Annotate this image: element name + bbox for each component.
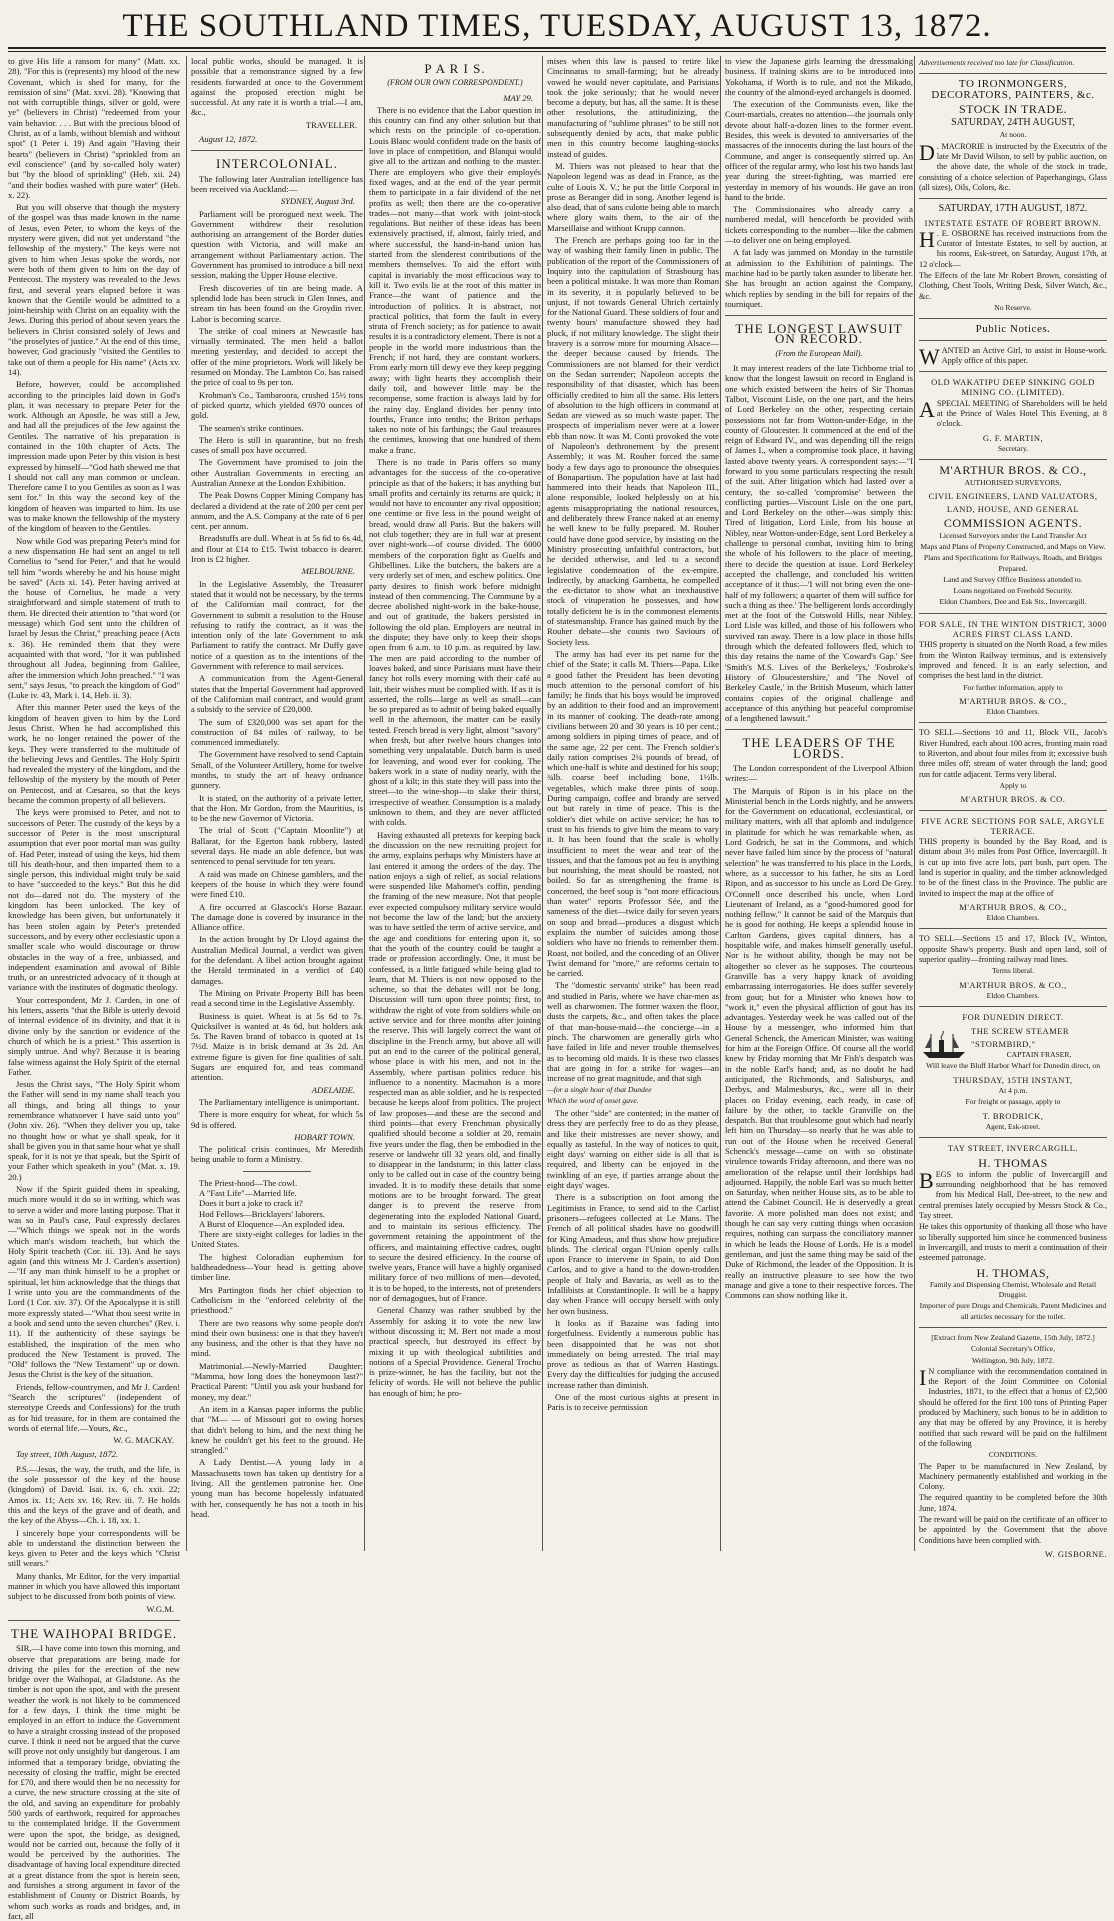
news-paragraph: The highest Coloradian euphemism for baldheadedness—Your head is getting above timber line. xyxy=(191,1251,363,1283)
advert-title: FOR DUNEDIN DIRECT. xyxy=(962,1012,1064,1023)
news-paragraph: The sum of £320,000 was set apart for the construction of 84 miles of railway, to be commenced immediately. xyxy=(191,716,363,748)
advert-name: H. THOMAS, xyxy=(976,1265,1050,1280)
advert-text: Apply to xyxy=(999,780,1027,790)
advert-title: TO IRONMONGERS, DECORATORS, PAINTERS, &c. xyxy=(931,78,1095,101)
dateline: SYDNEY, August 3rd. xyxy=(280,196,355,207)
divider xyxy=(919,73,1107,74)
news-paragraph: Mrs Partington finds her chief objection to Catholicism in the "enforced celebrity of the priesthood." xyxy=(191,1284,363,1316)
advert-text: EGS to inform the public of Invercargill and surrounding neighborhood that he has removed from his Medical Hall, Dee-street, to the new and central premises lately occupied by Messrs Stock & Co., Tay street. xyxy=(919,1169,1107,1221)
drop-cap: W xyxy=(919,343,940,369)
news-paragraph: There are two reasons why some people don't mind their own business: one is that they haven't any business, and the other is that they have no mind. xyxy=(191,1317,363,1359)
divider xyxy=(919,459,1107,460)
advert-winton-land xyxy=(919,619,1107,718)
news-paragraph: The Government have resolved to send Captain Small, of the Volunteer Artillery, home for twelve months, to study the art of heavy ordnance gunnery. xyxy=(191,749,363,791)
advert-note: No Reserve. xyxy=(994,302,1032,312)
steamship-icon xyxy=(921,1030,967,1060)
news-paragraph: A Lady Dentist.—A young lady in a Massachusetts town has taken up dentistry for a living. All the gentlemen patronise her. One young man has become hopelessly infatuated with her, consequently he has not a tooth in his head. xyxy=(191,1457,363,1519)
advert-argyle-terrace xyxy=(919,816,1107,924)
letter-paragraph: After this manner Peter used the keys of the kingdom of heaven given to him by the Lord Jesus Christ. When he had accomplished this work, he no longer retained the power of the keys. They were transferred to the multitude of the believing Jews and Gentiles. The Holy Spirit had revealed the mystery of the kingdom, and the fellowship of the mystery by the mouth of Peter on Pentecost, and at Cæsarea, so that the keys became the common property of all believers. xyxy=(8,702,180,806)
letter-paragraph: I sincerely hope your correspondents will be able to understand the distinction between the keys given to Peter and the keys which "Christ still wears." xyxy=(8,1527,180,1569)
advert-time: At 4 p.m. xyxy=(998,1086,1028,1096)
advert-winton-sections xyxy=(919,934,1107,1001)
article-heading: INTERCOLONIAL. xyxy=(216,156,338,172)
advert-text: Importer of pure Drugs and Chemicals, Patent Medicines and all articles necessary for the toilet. xyxy=(919,1301,1107,1321)
advert-address: Eldon Chambers, Dee and Esk Sts., Invercargill. xyxy=(939,597,1087,607)
news-paragraph: There is no trade in Paris offers so many advantages for the success of the co-operative principle as that of the bakers; it has anything but small profits and certainly its returns are quick; it would not have to encounter any rival opposition; one centime or five less in the pound weight of bread, would draw all Paris. But the bakers will not club together; they are in full war at present over night-work—of course divided. The 6000 members of the corporation fight as Guelfs and Ghibellines. Like the butchers, the bakers are a very orderly set of men, and eschew politics. One party desires to finish work before midnight instead of then commencing. The Commune by a decree abolished night-work in the bake-house, and out of gratitude, the bakers persisted in following the old plan. Employers are neutral in the dispute; they have only to keep their shops open from 6 a.m. to 10 p.m. as required by law. The men are paid according to the number of loaves baked, and since Parisians must have their fancy hot rolls every morning with their café au lait, their wishes must be complied with. If as it is asserted, the rolls—large as well as small—can be so prepared as to admit of being baked equally well in the afternoon, the matter can be easily tested. French bread is very light, almost "savory" when fresh, but after twelve hours changes into something very unpalatable. Dutch barm is used for leavening, and wood ever for cooking. The bakers work in a state of nudity nearly, with the ghost of a kilt; in this state they will pass into the street—to the wine-shop—to slake their thirst, irrespective of weather. Consumption is a malady unknown to them, and they are never afflicted with colds. xyxy=(369,456,541,828)
divider xyxy=(8,1620,180,1621)
letter-date: Tay street, 10th August, 1872. xyxy=(16,1449,119,1460)
news-paragraph: The French are perhaps going too far in the way of washing their family linen in public. The publication of the report of the Commissioners of Inquiry into the capitulation of Strasbourg has been a political mistake. It was more than Roman in its severity, it is popularly believed to be unjust, if not towards General Uhrich certainly for the National Guard. These soldiers of four and twenty hours' manufacture showed they had pluck, if not military knowledge. The slight their bravery is a sorrow more for mourning Alsace—the deeper because caused by friends. The Commissioners are not blamed for their verdict on the Sedan surrender; Napoleon accepts the responsibility of that disaster, which has been officially credited to him all the same. His letters of absolution to the high officers in command at Sedan are viewed as so much waste paper. The prospects of imperialism never were at a lower ebb than now. It was M. Conti provoked the vote of Napoleon's dethronement by the present Assembly; it was M. Rouher forced the same body a few days ago to pronounce the obsequies of Bonapartism. The population have at last had hammered into their heads that Napoleon III., alone responsible, looked helplessly on at his agents misappropriating the national resources, and deliberately threw France naked at an enemy he well knew to be fully prepared. M. Rouher could have done good service, by insisting on the Ministry prosecuting unfaithful contractors, but he decided otherwise, and led to a second legislative condemnation of the ex-empire. Indirectly, by attacking Gambetta, he compelled the ex-dictator to show what an inexhaustive stock of vituperation he possesses, and how totally deficient he is in the commonest elements of statesmanship. France has gained much by the Rouher debate—she counts two Saviours of Society less. xyxy=(547,235,719,647)
advert-subtitle: STOCK IN TRADE. xyxy=(958,101,1068,116)
news-paragraph: A communication from the Agent-General states that the Imperial Government had approved of the Californian mail contract, and would grant a subsidy to the service of £20,000. xyxy=(191,673,363,715)
advert-body xyxy=(919,1167,1107,1221)
newspaper-title: THE SOUTHLAND TIMES, TUESDAY, AUGUST 13, 1872. xyxy=(122,8,992,44)
letter-paragraph: Jesus the Christ says, "The Holy Spirit whom the Father will send in my name shall teach you all things, and bring all things to your remembrance whatsoever I have said unto you" (John xiv. 26). "When they deliver you up, take no thought how or what ye shall speak, for it shall be given you in that same hour what ye shall speak, for it is not ye that speak, but the Spirit of your Father which speaketh in you" (Mat. x. 19. 20.) xyxy=(8,1079,180,1182)
drop-cap: I xyxy=(919,1364,927,1390)
article-subheading: (From the European Mail). xyxy=(775,348,863,358)
ship-block xyxy=(919,1026,1107,1050)
divider xyxy=(919,371,1107,372)
advert-text: The reward will be paid on the certificate of an officer to be appointed by the Government that the above Conditions have been complied with. xyxy=(919,1515,1107,1545)
letter-paragraph: local public works, should be managed. It is possible that a remonstrance signed by a few residents forwarded at once to the Government against the proposed erection might be successful. At any rate it is worth a trial.—I am, &c., xyxy=(191,56,363,118)
advert-signature: T. BRODRICK, xyxy=(982,1110,1044,1121)
advert-text: Terms liberal. xyxy=(991,966,1035,976)
masthead-rule-thin xyxy=(8,51,1106,52)
news-paragraph: The Peak Downs Copper Mining Company has declared a dividend at the rate of 200 per cent per annum, and the A.S. Company at the rate of 6 per cent. per annum. xyxy=(191,490,363,532)
advert-h-thomas xyxy=(919,1143,1107,1322)
letter-paragraph: SIR,—I have come into town this morning, and observe that preparations are being made for driving the piles for the erection of the new bridge over the Waihopai, at Gladstone. As the timber is not upon the spot, and with the present weather the work is not likely to be commenced for a few days, I think the time might be employed in an effort to induce the Government to have a straight crossing instead of the proposed curve. I think it need not be argued that the curve will prove not only unsightly but dangerous. I am informed that a temporary bridge, obviating the necessity of closing the traffic, might be erected for £70, and there would then be no necessity for a curve, the new structure crossing at the site of the old, and saving an expenditure for probably 500 yards of earthwork, required for approaches to the contemplated bridge. If the Government were upon the spot, the bridge, as designed, would not be carried out, because the folly of it would be perceived by the authorities. The disadvantage of having local expenditure directed at a great distance from the spot is herein seen, and furnishes a strong argument in favor of the establishment of County or District Boards, by whom such works as roads and bridges, and, in fact, all xyxy=(8,1643,180,1921)
dateline: HOBART TOWN. xyxy=(294,1131,355,1142)
advert-title: TAY STREET, INVERCARGILL. xyxy=(947,1143,1079,1154)
advert-body xyxy=(919,139,1107,193)
quip-line: Does it burt a joke to crack it? xyxy=(199,1198,303,1209)
news-paragraph: The Mining on Private Property Bill has been read a second time in the Legislative Assembly. xyxy=(191,987,363,1009)
news-paragraph: The Commissionaires who already carry a numbered medal, will henceforth be provided with tickets corresponding to the number—like the cabmen—to deliver one on being employed. xyxy=(725,204,913,246)
letter-paragraph: Your correspondent, Mr J. Carden, in one of his letters, asserts "that the Bible is utterly devoid of internal evidence of its divinity, and that it is divine only by the sanction or evidence of the church of which he is a priest." This assertion is simply untrue. And why? Because it is bearing false witness against the Holy Spirit of the eternal Father. xyxy=(8,994,180,1077)
advert-line: THE SCREW STEAMER xyxy=(971,1025,1070,1036)
advert-role: Secretary. xyxy=(997,443,1029,453)
news-paragraph: mises when this law is passed to retire like Cincinnatus to small-farming; but he already vowed he would never capitulate, and Parisians took the joke seriously; that he would never become a deputy, but has, all the same. It is these other resolutions, the attitudinizing, the manufacturing of "sublime phrases" to be still not subsequently denied by acts, that make public men in this country become laughing-stocks instead of guides. xyxy=(547,56,719,159)
ship-name: "STORMBIRD," xyxy=(971,1038,1036,1049)
advert-text: THIS property is bounded by the Bay Road, and is distant about 3½ miles from Post Office, Invercargill. It is cut up into five acre lots, part bush, part open. The land is superior in quality, and the timber acknowledged to be of the finest class in the Province. The public are invited to inspect the map at the office of xyxy=(919,837,1107,898)
advert-text: TO SELL—Sections 15 and 17, Block IV., Winton, opposite Shaw's property. Bush and open land, soil of superior quality—fronting railway road lines. xyxy=(919,934,1107,965)
advert-text: He takes this opportunity of thanking all those who have so liberally supported him since he commenced business in Invercargill, and trusts to merit a continuation of their esteemed patronage. xyxy=(919,1222,1107,1263)
news-paragraph: General Chanzy was rather snubbed by the Assembly for asking it to vote the new law without discussing it; M. Bert not made a most practical speech, but destroyed its effect by mixing it up with theological subtilities and notions of a Special Providence. General Trochu is prize-winner, he has the facility, but not the felicity of words. He will not believe the public has enough of him; he pro- xyxy=(369,1305,541,1398)
news-paragraph: The other "side" are contented; in the matter of dress they are perfectly free to do as they please, and like their mistresses are never showy, and equally as tasteful. In the way of notices to quit, eight days' warning on either side is all that is required, and liberty can be enjoyed in the twinkling of an eye, if parties arrange about the eight days' wages. xyxy=(547,1107,719,1191)
advert-office: Colonial Secretary's Office, xyxy=(970,1344,1056,1354)
advert-signature: M'ARTHUR BROS. & CO., xyxy=(959,901,1067,912)
advert-text: The required quantity to be completed before the 30th June, 1874. xyxy=(919,1493,1107,1513)
advert-line: CIVIL ENGINEERS, LAND VALUATORS, xyxy=(928,490,1098,501)
advert-signature: M'ARTHUR BROS. & CO. xyxy=(960,794,1066,805)
advert-name: H. THOMAS xyxy=(978,1155,1048,1170)
advert-signature: M'ARTHUR BROS. & CO., xyxy=(959,979,1067,990)
advert-address: Eldon Chambers. xyxy=(986,707,1040,717)
column-3 xyxy=(364,56,545,1551)
advert-text: TO SELL—Sections 10 and 11, Block VII., Jacob's River Hundred, each about 100 acres, fronting main road to Riverton, and about four miles from it; excessive bush three miles off; stream of water through the land; good run for cattle adjacent. Terms very liberal. xyxy=(919,728,1107,779)
article-heading: P A R I S. xyxy=(424,61,486,76)
drop-cap: D xyxy=(919,139,935,165)
letter-paragraph: Before, however, could be accomplished according to the principles laid down in God's plan, it was necessary to prepare Peter for the work. Although an Apostle, he was still a Jew, and had all the prejudices of the Jew against the Gentiles. The narrative of his preparation is contained in the 10th chapter of Acts. The impression made upon Peter by this vision is best expressed by himself—"God hath shewed me that I should not call any man common or unclean. Therefore came I to you Gentiles as soon as I was sent for." In this way the second key of the kingdom of heaven was imparted to him. Its use was to make known the fellowship of the mystery of the kingdom of heaven to the Gentiles. xyxy=(8,379,181,534)
divider xyxy=(191,150,363,151)
verse-line: Which the word of onset gave. xyxy=(547,1095,639,1105)
news-paragraph: Breadstuffs are dull. Wheat is at 5s 6d to 6s 4d, and flour at £14 to £15. Twist tobacco is dearer. Iron is £2 higher. xyxy=(191,533,363,565)
article-heading: THE LEADERS OF THE LORDS. xyxy=(742,735,896,761)
advert-jacobs-river xyxy=(919,728,1107,804)
newspaper-columns xyxy=(8,56,1107,1921)
advert-signature: G. F. MARTIN, xyxy=(982,432,1044,443)
advert-text: Loans negotiated on Freehold Security. xyxy=(953,586,1073,596)
news-paragraph: Business is quiet. Wheat is at 5s 6d to 7s. Quicksilver is wanted at 4s 6d, but holders ask 5s. The Raven brand of tobacco is quoted at 1s 7½d. Maize is in brisk demand at 3s 2d. An extreme figure is given for fine qualities of salt. Sugars are enquired for, and teas command attention. xyxy=(191,1010,363,1083)
news-paragraph: The Hero is still in quarantine, but no fresh cases of small pox have occurred. xyxy=(191,434,363,456)
news-paragraph: The strike of coal miners at Newcastle has virtually terminated. The men held a ballot meeting yesterday, and decided to accept the offer of the mine proprietors. Work will likely be resumed on Monday. The Lambton Co. has raised the price of coal to 9s per ton. xyxy=(191,325,363,388)
advert-extract: [Extract from New Zealand Gazette, 15th July, 1872.] xyxy=(931,1332,1095,1342)
news-paragraph: One of the most curious sights at present in Paris is to receive permission xyxy=(547,1392,719,1413)
advert-date: SATURDAY, 17TH AUGUST, 1872. xyxy=(938,203,1088,215)
news-paragraph: There is a subscription on foot among the Legitimists in France, to send aid to the Carlist prisoners—refugees collected at Le Mans. The French of all political shades have no goodwill for King Amadeus, and thus show how prejudice blinds. The clerical organ l'Union openly calls upon France to intervene in Spain, to aid Don Carlos, and to give a hand to the down-trodden people of Italy and Bavaria, as well as to the Infallibists at Constantinople. It will be a happy day when France will occupy herself with only her own business. xyxy=(547,1192,719,1316)
column-4 xyxy=(542,56,723,1551)
divider xyxy=(725,315,913,316)
news-paragraph: Matrimonial.—Newly-Married Daughter: "Mamma, how long does the honeymoon last?" Practical Parent: "Until you ask your husband for money, my dear." xyxy=(191,1360,363,1402)
advert-captain: CAPTAIN FRASER, xyxy=(1006,1050,1072,1060)
advert-role: Agent, Esk-street. xyxy=(985,1121,1041,1131)
news-paragraph: There are sixty-eight colleges for ladies in the United States. xyxy=(191,1229,363,1250)
news-paragraph: There is no evidence that the Labor question in this country can find any other solution but that which rests on the principle of co-operation. Louis Blanc would confident trade on the basis of love in place of competition, and Blanqui would give all to the artizan and nothing to the master. There are employers who give their employés fixed wages, and at the end of the year permit them to participate in a fair dividend of the net profits as well; then there are the co-operative trades—not many—that work with joint-stock regulations. But neither of these ideas has been extensively practised, if, almost, fairly tried, and where successful, the hand-in-hand union has started from the slenderest contributions of the members themselves. To aid the effort with capital is invariably the most efficacious way to kill it. Two evils lie at the root of this matter in France—the want of patience and the introduction of politics. It is abstract, not practical politics, that form the fault in every strata of French society; as for patience to await results it is a contradictory element. There is not a people in the world more industrious than the French; if not hard, they are constant workers. From early morn till dewy eve they keep pegging away; with light hearts they accomplish their daily toil, and however little may be the recompense, some fraction is always laid by for the rainy day. England divides her penny into fourths, France into tenths; the Briton perhaps takes no note of his farthings; the Gaul treasures the centimes, knowing that one hundred of them make a franc. xyxy=(369,104,541,455)
column-2 xyxy=(186,56,367,1551)
advert-text: ANTED an Active Girl, to assist in House-work. Apply office of this paper. xyxy=(941,345,1107,365)
advert-date: SATURDAY, 24TH AUGUST, xyxy=(951,117,1075,129)
masthead xyxy=(0,0,1114,52)
quip-line: A Burst of Eloquence—An exploded idea. xyxy=(199,1218,345,1229)
letter-signature: W. G. MACKAY. xyxy=(113,1435,174,1446)
news-paragraph: Parliament will be prorogued next week. The Government withdrew their resolution authorising an arrangement of the Border duties question with Victoria, and will make an arrangement without Parliamentary action. The Government has promised to introduce a bill next session, making the Upper House elective. xyxy=(191,208,363,281)
advert-text: For further information, apply to xyxy=(963,682,1063,692)
article-subheading: (FROM OUR OWN CORRESPONDENT.) xyxy=(387,78,523,88)
news-paragraph: The Marquis of Ripon is in his place on the Ministerial bench in the Lords nightly, and he answers for the Government on educational, ecclesiastical, or military matters, with all that aplomb and indulgence in platitude for which he was remarkable when, as Lord Godrich, he sat in the Commons, and which never have failed him since by the process of "natural selection" he was transferred to his place in the Lords, where, as a successor to his father, he sits as Lord Ripon, and as successor to his uncle as Lord De Grey. O'Connell once described his uncle, when Lord Lieutenant of Ireland, as a "good-humored good for nothing fellow." It cannot be said of the Marquis that he is good for nothing. He keeps a splendid house in Carlton Gardens, gives capital dinners, has a hospitable wife, and makes himself generally useful. Nor is he without ability, though he may not be altogether so clever as he supposes. The courteous Granville has a very happy knack of avoiding embarrassing interrogatories. He does suffer severely from gout; but for a Minister who knows how to "work it," even the physical affliction of gout has its advantages. Yesterday week he was called out of the House by a messenger, who informed him that General Schenck, the American Minister, was waiting for him at the Foreign Office. Of course all the world knew by Friday morning that Mr Fish's despatch was in the noble Earl's hand; and, as no doubt he had anticipated, the Richmonds, and Salisburys, and Derbys, and Malmesburys, &c., were all in their places on Friday evening, each ready, in case of failure by the other, to tackle Granville on the despatch. But that troublesome gout which had nearly left him on Thursday—so nearly that he was able to run out of the House when he received General Schenck's message—came on with so obstinate virulence towards Friday afternoon, and there was no amelioration of the relapse until their lordships had adjourned. Happily, the noble Earl was so much better on Saturday, when neither House sits, as to be able to attend the Cabinet Council. He is deservedly a great favorite. A more polished man does not exist; and though he can say very cutting things when occasion requires, nothing can surpass the conciliatory manner in which he leads the House of Lords. He is a model gentleman, and just the same thing may be said of the Duke of Richmond, the leader of the Opposition. It is really an instructive pleasure to see how the two manage and give a tone to their respective forces. The Commons can show nothing like it. xyxy=(725,785,913,1301)
verse-line: —for a single hour of that Dundee xyxy=(547,1085,652,1095)
advert-title: FOR SALE, IN THE WINTON DISTRICT, 3000 ACRES FIRST CLASS LAND. xyxy=(919,618,1107,640)
letter-paragraph: The keys were promised to Peter, and not to successors of Peter. The custody of the keys by a successor of Peter is the most unscriptural assumption that ever poor mortal man was guilty of. Had Peter, instead of using the keys, hid them till his death-hour, and then imparted them to a single person, this individual might truly be said to have "succeeded to the keys." But this he did not do—dared not do. The mystery of the kingdom has been unlocked. The key of knowledge has been given, but unfortunately it has been stolen again by Peter's pretended successors, and by every other ecclesiastic upon a smaller scale who would discourage or throw obstacles in the way of a free, unbiassed, and independent examination and avowal of Bible truth, or an unrestricted advocacy of it though at variance with the institutes of dogmatic theology. xyxy=(8,807,180,993)
divider xyxy=(919,340,1107,341)
divider xyxy=(919,613,1107,614)
news-paragraph: The London correspondent of the Liverpool Albion writes:— xyxy=(725,763,913,784)
advert-text: The Paper to be manufactured in New Zealand, by Machinery permanently established and working in the Colony. xyxy=(919,1461,1107,1492)
dateline: MAY 29. xyxy=(503,92,533,103)
divider xyxy=(919,198,1107,199)
advert-text: THIS property is situated on the North Road, a few miles from the Winton Railway terminus, and is extensively improved and fenced. It is an early selection, and comprises the best land in the district. xyxy=(919,640,1107,681)
news-paragraph: Having exhausted all pretexts for keeping back the discussion on the new recruiting project for the army, explains perhaps why Ministers have at last entered it among the orders of the day. The nation enjoys a sigh of relief, as social relations were suspended like Mahomet's coffin, pending the framing of the new measure. Not that people ever expected compulsory military service would not become the law of the land; but the anxiety was to have settled the term of active service, and the age and conditions for entering upon it, so that the youth of the country could be taught a trade or profession accordingly. One, it must be confessed, is a little fatigued while being glad to learn, that M. Thiers is not now opposed to the scheme, so that the debates will not be long. Discussion will turn upon three points; first, to withdraw the right of vote from soldiers while on active service and for three months after joining the reserve. This will largely correct the want of discipline in the French army, but above all will put an end to the career of the political general, whose place is with his men, and not in the Assembly, where partisan politics reduce his influence to a nonentity. Macmahon is a more respected man as able soldier, and he is respected because he keeps aloof from politics. The project of law proposes—and these are the second and third points—that every Frenchman physically qualified should become a soldier at 20, remain five years under the flag, then be embodied in the reserve or landwehr till 32 years old, and finally to disappear in the landsturm; in this latter class only to be called out in case of the country being invaded. It is to modify these details that some motions are to be brought forward. The great danger is to prevent the reserve from degenerating into the exploded National Guard, and to maintain its serious efficiency. The government retaining the appointment of the officers, and maintaining effective cadres, ought to secure the desired efficiency. In the course of twelve years, France will have a highly organised military force of two millions of men—devoted, it is to be hoped, to the interests, not of pretenders nor of demagogues, but of France. xyxy=(369,829,541,1304)
quip-line: Hod Fellows—Bricklayers' laborers. xyxy=(199,1208,325,1219)
advert-banner: Advertisements received too late for Classification. xyxy=(919,58,1075,67)
news-paragraph: Fresh discoveries of tin are being made. A splendid lode has been struck in Glen Innes, and stream tin has been found on the Groydin river. Labor is becoming scarce. xyxy=(191,282,363,324)
quip-list xyxy=(199,1178,363,1229)
letter-signature: W.G.M. xyxy=(146,1603,174,1614)
news-paragraph: It is stated, on the authority of a private letter, that the Hon. Mr Gordon, from the Mauritius, is to be the new Governor of Victoria. xyxy=(191,792,363,824)
drop-cap: A xyxy=(919,396,935,422)
masthead-rule xyxy=(8,47,1106,49)
news-paragraph: There is more enquiry for wheat, for which 5s 9d is offered. xyxy=(191,1109,363,1130)
letter-signature: TRAVELLER. xyxy=(305,119,357,130)
advert-ironmongers xyxy=(919,79,1107,193)
advert-text: Land and Survey Office Business attended to. xyxy=(943,574,1083,584)
advert-title: INTESTATE ESTATE OF ROBERT BROWN. xyxy=(924,217,1102,228)
news-paragraph: The army has had ever its pet name for the chief of the State; it calls M. Thiers—Papa. Like a good father the President has been devoting much attention to the personal comfort of his family; he finds that his boys would be improved by an addition to their food and an improvement in its manner of cooking. The death-rate among civilians between 20 and 30 years is 10 per cent.; among soldiers in piping times of peace, and of the same age, 22 per cent. The French soldier's daily ration comprises 2¼ pounds of bread, of which one-half is white and destined for his soup; ¾lb. coarse beef including bone, 1½lb. vegetables, which make three pints of soup. During campaign, coffee and brandy are served out but rarely in time of peace. This is the soldier's diet while on active service; he has to trust to his friends to give him the means to vary it. It has been found that the scale is wholly insufficient to meet the wear and tear of the tissues, and that the famous pot au feu is anything but nourishing, the meat should be roasted, not boiled. So far as strengthening the frame is concerned, the beef soup is "not more efficacious than water" reports Professor Sée, and the sameness of the diet—twice daily for seven years on soup and bread—produces a disgust which explains the number of suicides among those soldiers who have no friends to remember them. Roast, not boiled, and the conceding of an Oliver Twist demand for "more," are reforms certain to be carried. xyxy=(547,648,719,979)
advert-title: OLD WAKATIPU DEEP SINKING GOLD MINING CO. (LIMITED). xyxy=(931,377,1095,398)
advert-text: . E. OSBORNE has received instructions from the Curator of Intestate Estates, to sell by auction, at his rooms, Esk-street, on Saturday, August 17th, at 12 o'clock— xyxy=(919,228,1107,269)
divider xyxy=(919,1137,1107,1138)
divider xyxy=(243,1171,312,1172)
advert-line: COMMISSION AGENTS. xyxy=(943,516,1083,531)
advert-gazette-notice xyxy=(919,1333,1107,1559)
advert-conditions-title: CONDITIONS. xyxy=(988,1450,1038,1460)
news-paragraph: A fire occurred at Glascock's Horse Bazaar. The damage done is covered by insurance in the Alliance office. xyxy=(191,901,363,933)
advert-body xyxy=(919,226,1107,270)
article-heading: THE LONGEST LAWSUIT ON RECORD. xyxy=(735,321,903,347)
advert-title: M'ARTHUR BROS. & CO., xyxy=(939,463,1087,478)
advert-body xyxy=(919,396,1107,430)
news-paragraph: The Government have promised to join the other Australian Governments in erecting an Australian Annexe at the London Exhibition. xyxy=(191,457,363,488)
advert-body xyxy=(919,1364,1107,1449)
drop-cap: H xyxy=(919,226,935,252)
letter-postscript: P.S.—Jesus, the way, the truth, and the life, is the sole possessor of the key of the house (kingdom) of David. Isai. ix. 6, ch. xxii. 22; Amos ix. 11; Acts xv. 16; Rev. iii. 7. He holds this and the keys of the grave and of death, and the key of the Abyss—Ch. i. 18, xx. 1. xyxy=(8,1463,180,1526)
advert-text: N compliance with the recommendation contained in the Report of the Joint Committee on Colonial Industries, 1871, to the effect that a bonus of £2,500 should be offered for the first 100 tons of Printing Paper produced by Machinery, such bonus to be in addition to any that may be offered by any Province, it is hereby notified that such reward will be paid on the fulfilment of the following xyxy=(919,1366,1107,1448)
letter-paragraph: Now while God was preparing Peter's mind for a new dispensation He had sent an angel to tell Cornelius to "send for Peter," and that he would tell him "words whereby he and his house might be saved" (Acts xi. 14). Peter having arrived at the house of Cornelius, he made a very straightforward and simple statement of truth to them. He directed their attention to "that word (or message) which God sent unto the children of Israel by Jesus the Christ," preaching peace (Acts x. 36). He reminded them that they were acquainted with that word, "for it was published throughout all Judea, beginning from Galilee, after the immersion which John preached." "I was sent," says Jesus, "to preach the kingdom of God" (Luke iv. 43, Mark i. 14, Heb. ii. 3). xyxy=(8,535,180,701)
advert-wanted-girl xyxy=(919,343,1107,369)
letter-paragraph: Friends, fellow-countrymen, and Mr J. Carden! "Search the scriptures" (independent of stereotype Creeds and Confessions) for the truth as for hid treasure, for in them are contained the words of eternal life.—Yours, &c., xyxy=(8,1381,180,1433)
letter-paragraph: But you will observe that though the mystery of the gospel was thus made known in the name of Jesus, even Peter, to whom the keys of the mystery were given, did not yet understand "the fellowship of the mystery." The keys were not given to him when Jesus spoke the words, nor were both of them given to him on the day of Pentecost. The mystery was revealed to the Jews first, and several years elapsed before it was known that the Gentile would be admitted to a joint-heirship with Christ on an equality with the Jews. During this period of about seven years the believers in Christ consisted solely of Jews and "the proselytes of justice." At the end of this time, however, God graciously "visited the Gentiles to take out of them a people for His name" (Acts xv. 14). xyxy=(8,202,180,377)
section-heading-public-notices: Public Notices. xyxy=(975,323,1051,336)
drop-cap: B xyxy=(919,1167,934,1193)
advert-mining-meeting xyxy=(919,377,1107,454)
advert-role: Family and Dispensing Chemist, Wholesale and Retail Druggist. xyxy=(929,1279,1097,1300)
advert-signature: M'ARTHUR BROS. & CO., xyxy=(959,695,1067,706)
dateline: ADELAIDE. xyxy=(311,1084,355,1095)
advert-title: FIVE ACRE SECTIONS FOR SALE, ARGYLE TERRACE. xyxy=(921,815,1105,836)
advert-intestate-estate xyxy=(919,204,1107,313)
advert-text: For freight or passage, apply to xyxy=(965,1097,1061,1107)
news-paragraph: It looks as if Bazaine was fading into forgetfulness. Evidently a numerous public has been disappointed that he was not shot immediately on being arrested. The trial may prove as tedious as that of Warren Hastings. Every day the difficulties for judging the accused increase rather than diminish. xyxy=(547,1317,719,1390)
advert-text: . MACRORIE is instructed by the Executrix of the late Mr David Wilson, to sell by public auction, on the above date, the whole of the stock in trade, consisting of a choice selection of Paperhangings, Glass (all sizes), Oils, Colors, &c. xyxy=(919,141,1107,192)
quip-line: A "Fast Life"—Married life. xyxy=(199,1187,297,1198)
quoted-verse xyxy=(547,1085,719,1106)
divider xyxy=(919,810,1107,811)
news-paragraph: M. Thiers was not pleased to hear that the Napoleon legend was as dead in France, as the culte of Louis X. V.; he put the little Corporal in prose as Beranger did in song. Another legend is also dead, that of sans culotte being able to march where glory waits them, to the air of the Marseillaise and without Krupp cannon. xyxy=(547,160,719,233)
news-paragraph: The seamen's strike continues. xyxy=(199,422,304,433)
divider xyxy=(919,1327,1107,1328)
news-paragraph: The "domestic servants' strike" has been read and studied in Paris, where we have char-men as well as charwomen. The former waxen the floor, dusts the carpets, &c., and often takes the place of that man-house-maid—the concierge—in a pinch. The charwomen are generally girls who have failed in life and never trouble themselves as to becoming old maids. It is these two classes that are going in for a strike for wages—an increase of no great magnitude, and that sigh xyxy=(547,980,719,1084)
column-advertisements xyxy=(914,56,1107,1559)
advert-text: SPECIAL MEETING of Shareholders will be held at the Prince of Wales Hotel This Evening, at 8 o'clock. xyxy=(936,398,1107,429)
divider xyxy=(919,1006,1107,1007)
news-paragraph: The trial of Scott ("Captain Moonlite") at Ballarat, for the Egerton bank robbery, lasted several days. He made an able defence, but was sentenced to penal servitude for ten years. xyxy=(191,825,363,867)
column-1 xyxy=(8,56,184,1921)
letter-date: August 12, 1872. xyxy=(199,134,258,145)
news-paragraph: It may interest readers of the late Tichborne trial to know that the longest lawsuit on record in England is one which existed between the heirs of Sir Thomas Talbot, Viscount Lisle, on the one part, and the heirs of Lord Berkeley on the other, respecting certain possessions not far from Wotton-under-Edge, in the county of Gloucester. It commenced at the end of the reign of Edward IV., and was depending till the reign of James I., when a compromise took place, it having lasted above twenty years. A correspondent says:—"I forward to you some particulars respecting the result of the suit. After litigation which had lasted over a century, the so-called 'compromise' between the conflicting parties—Viscount Lisle on the one part, and Lord Berkeley on the other—was simply this: Tired of litigation, Lord Lisle, from his house at Nibley, near Wotton-under-Edge, sent Lord Berkeley a challenge to personal combat, inviting him to bring the whole of his followers to the place of meeting, there to decide the question at issue. Lord Berkeley accepted the challenge, and concluded his written acceptance of it thus:—'I will not bring even the one-half of my followers; a quarter of them will suffice for such a thing as thee.' The belligerent lords accordingly met at the foot of the Cotswold Hills, near Nibley. Lord Lisle was killed, and those of his followers who survived ran away. There is a low place in those hills through which the defeated followers fled, which to this day retains the name of the 'Coward's Gap.' See 'Smith's M.S. Lives of the Berkeleys,' 'Fosbroke's History of Gloucestershire,' and 'The Novel of Berkeley Castle,' in the British Museum, which latter contains copies of the original challenge and acceptance of this anything but peaceful compromise of a lengthened lawsuit." xyxy=(725,363,913,724)
column-5 xyxy=(720,56,917,1551)
news-paragraph: A fat lady was jammed on Monday in the turnstile at admission to the Exhibition of paintings. The machine had to be partly taken asunder to liberate her. She has brought an action against the Company, which replies by sending in the bill for repairs of the tourniquet. xyxy=(725,247,913,309)
divider xyxy=(725,729,913,730)
divider xyxy=(919,722,1107,723)
advert-time: At noon. xyxy=(999,130,1027,140)
advert-address: Eldon Chambers. xyxy=(986,913,1040,923)
divider xyxy=(919,928,1107,929)
dateline: MELBOURNE. xyxy=(301,566,355,577)
advert-marthur-bros xyxy=(919,465,1107,608)
divider xyxy=(919,318,1107,319)
news-paragraph: In the action brought by Dr Lloyd against the Australian Medical Journal, a verdict was given for the defendant. A libel action brought against the Herald terminated in a verdict of £40 damages. xyxy=(191,934,363,986)
letter-paragraph: to give His life a ransom for many" (Matt. xx. 28). "For this is (represents) my blood of the new Covenant, which is shed for many, for the remission of sins" (Mat. xxvi. 28). "Knowing that not with corruptible things, silver or gold, were ye" (believers in Christ) "redeemed from your vain behavior. . . . But with the precious blood of Christ, as of a lamb, without blemish and without spot" (1 Peter i. 19) And again "Having their hearts" (believers in Christ) "sprinkled from an evil conscience" (and by so-called holy water) but "by the blood of sprinkling" (Heb. xii. 24) "and their bodies washed with pure water" (Heb. x. 22). xyxy=(8,56,180,200)
article-heading: THE WAIHOPAI BRIDGE. xyxy=(10,1625,178,1641)
news-paragraph: The political crisis continues, Mr Meredith being unable to form a Ministry. xyxy=(191,1144,363,1165)
advert-address: Eldon Chambers. xyxy=(986,990,1040,1000)
advert-text: Maps and Plans of Property Constructed, and Maps on View. xyxy=(920,541,1106,551)
advert-text: Will leave the Bluff Harbor Wharf for Dunedin direct, on xyxy=(925,1061,1100,1071)
advert-date: THURSDAY, 15TH INSTANT, xyxy=(953,1074,1073,1085)
advert-subtitle: AUTHORISED SURVEYORS, xyxy=(964,477,1062,487)
advert-stormbird xyxy=(919,1012,1107,1132)
advert-signature: W. GISBORNE. xyxy=(1044,1548,1107,1559)
letter-paragraph: Now if the Spirit guided them in speaking, much more would it do so in writing, which was to serve a wider and more lasting purpose. That it was so in Paul's case, Paul expressly declares—"Which things we speak not in the words which man's wisdom teacheth, but which the Holy Spirit teacheth (Cor. iii. 13). And he says again (and this witness Mr J. Carden's assertion)—"If any man think himself to be a prophet or spiritual, let him acknowledge that the things that I write unto you are the commandments of the Lord (1 Cor. xiv. 37). Of the Apocalypse it is still more expressly stated—"What thou seest write in a book and send unto the seven churches" (Rev. i. 11). If the authenticity of these sayings be established, the inspiration of the men who produced the New Testament is proved. The "Old" follows the "New Testament" up or down. Jesus the Christ is the key of the situation. xyxy=(8,1184,180,1380)
news-paragraph: The Parliamentary intelligence is unimportant. xyxy=(199,1096,360,1107)
news-paragraph: Krohman's Co., Tambaroora, crushed 15½ tons of picked quartz, which yielded 6970 ounces of gold. xyxy=(191,389,363,421)
news-paragraph: The execution of the Communists even, like the Court-martials, creates no attention—the journals only devote about half-a-dozen lines to the former event. Besides, this week is devoted to anniversaries of the massacres of the innocents during the last hours of the Commune, and anger is consequently stirred up. An officer of the regular army, who lost his two hands last year during the street-fighting, was married ere yesterday in memory of his wounds. He gave an iron hand to the bride. xyxy=(725,99,913,202)
news-paragraph: An item in a Kansas paper informs the public that "M— — of Missouri got to owing horses that didn't belong to him, and the next thing he knew he couldn't get his feet to the ground. He strangled." xyxy=(191,1403,363,1456)
advert-line: LAND, HOUSE, AND GENERAL xyxy=(946,504,1080,515)
news-paragraph: In the Legislative Assembly, the Treasurer stated that it would not be necessary, by the terms of the Californian mail contract, for the Government to submit a resolution to the House refusing to ratify the contract, as it was the intention only of the late Government to ask Parliament to ratify the contract. Mr Duffy gave notice of a question as to the intentions of the Government with reference to mail services. xyxy=(191,578,363,672)
advert-place: Wellington, 9th July, 1872. xyxy=(971,1355,1054,1365)
news-paragraph: The following later Australian intelligence has been received via Auckland:— xyxy=(191,173,363,194)
news-paragraph: A raid was made on Chinese gamblers, and the keepers of the house in which they were found were fined £10. xyxy=(191,868,363,900)
letter-paragraph: Many thanks, Mr Editor, for the very impartial manner in which you have allowed this important subject to be discussed from both points of view. xyxy=(8,1570,180,1602)
advert-text: Licensed Surveyors under the Land Transfer Act xyxy=(939,530,1087,540)
news-paragraph: to view the Japanese girls learning the dressmaking business. If training skirts are to be introduced into Yokohama, if Worth is to rule, and not the Mikado, the country of the almond-eyed archangels is doomed. xyxy=(725,56,913,97)
advert-text: The Effects of the late Mr Robert Brown, consisting of Clothing, Chest Tools, Writing Desk, Silver Watch, &c., &c. xyxy=(919,271,1107,301)
quip-line: The Priest-hood—The cowl. xyxy=(199,1177,298,1188)
advert-text: Plans and Specifications for Railways, Roads, and Bridges Prepared. xyxy=(923,553,1103,573)
